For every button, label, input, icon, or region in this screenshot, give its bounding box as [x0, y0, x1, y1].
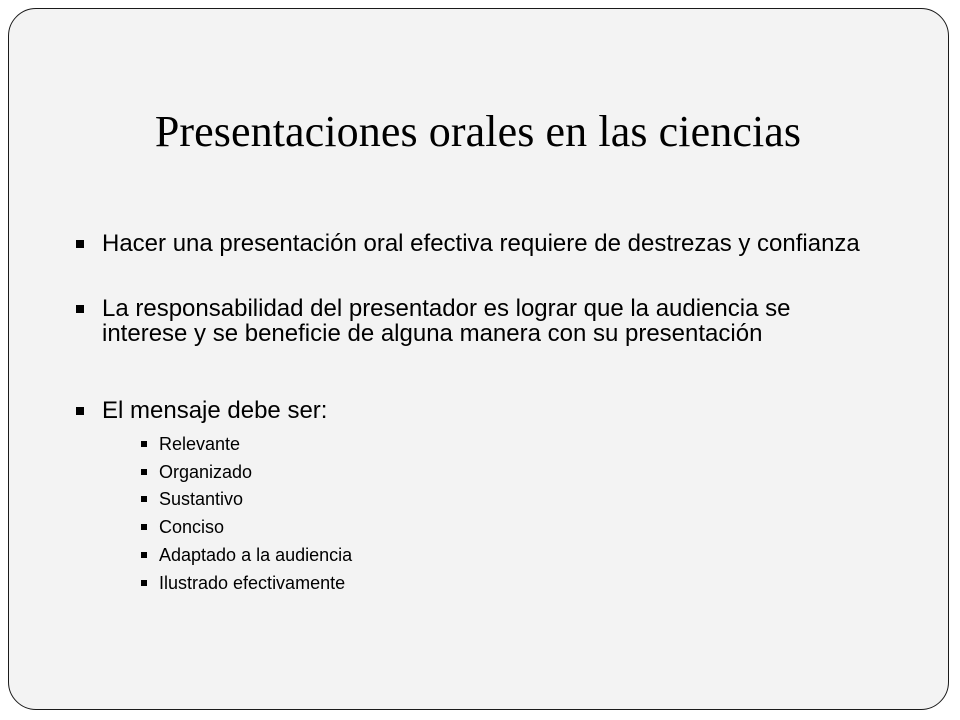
sub-bullet-item: [159, 517, 224, 537]
sub-bullet-text: Conciso: [159, 517, 225, 537]
sub-bullet-text: Sustantivo: [159, 489, 244, 509]
sub-bullet-item: [159, 545, 352, 565]
sub-bullet-item: [159, 489, 243, 509]
bullet-item: [102, 231, 862, 256]
sub-bullet-marker-icon: [141, 469, 147, 475]
sub-bullet-item: [159, 434, 240, 454]
sub-bullet-text: Relevante: [159, 434, 241, 454]
bullet-text: Hacer una presentación oral efectiva requiere de destrezas y confianza: [102, 230, 860, 257]
sub-bullet-text: Ilustrado efectivamente: [159, 573, 346, 593]
sub-bullet-item: [159, 573, 345, 593]
sub-bullet-text: Adaptado a la audiencia: [159, 545, 353, 565]
sub-bullet-marker-icon: [141, 441, 147, 447]
sub-bullet-marker-icon: [141, 552, 147, 558]
bullet-item: [102, 398, 862, 423]
sub-bullet-marker-icon: [141, 496, 147, 502]
sub-bullet-text: Organizado: [159, 462, 253, 482]
bullet-marker-icon: [76, 240, 84, 248]
bullet-text: La responsabilidad del presentador es lograr que la audiencia se interese y se beneficie de alguna manera con su presentación: [102, 295, 791, 347]
bullet-text: El mensaje debe ser:: [102, 397, 328, 424]
bullet-item: [102, 296, 862, 346]
sub-bullet-item: [159, 462, 252, 482]
sub-bullet-marker-icon: [141, 524, 147, 530]
bullet-marker-icon: [76, 407, 84, 415]
sub-bullet-marker-icon: [141, 580, 147, 586]
slide-title: Presentaciones orales en las ciencias: [154, 107, 802, 156]
bullet-marker-icon: [76, 305, 84, 313]
